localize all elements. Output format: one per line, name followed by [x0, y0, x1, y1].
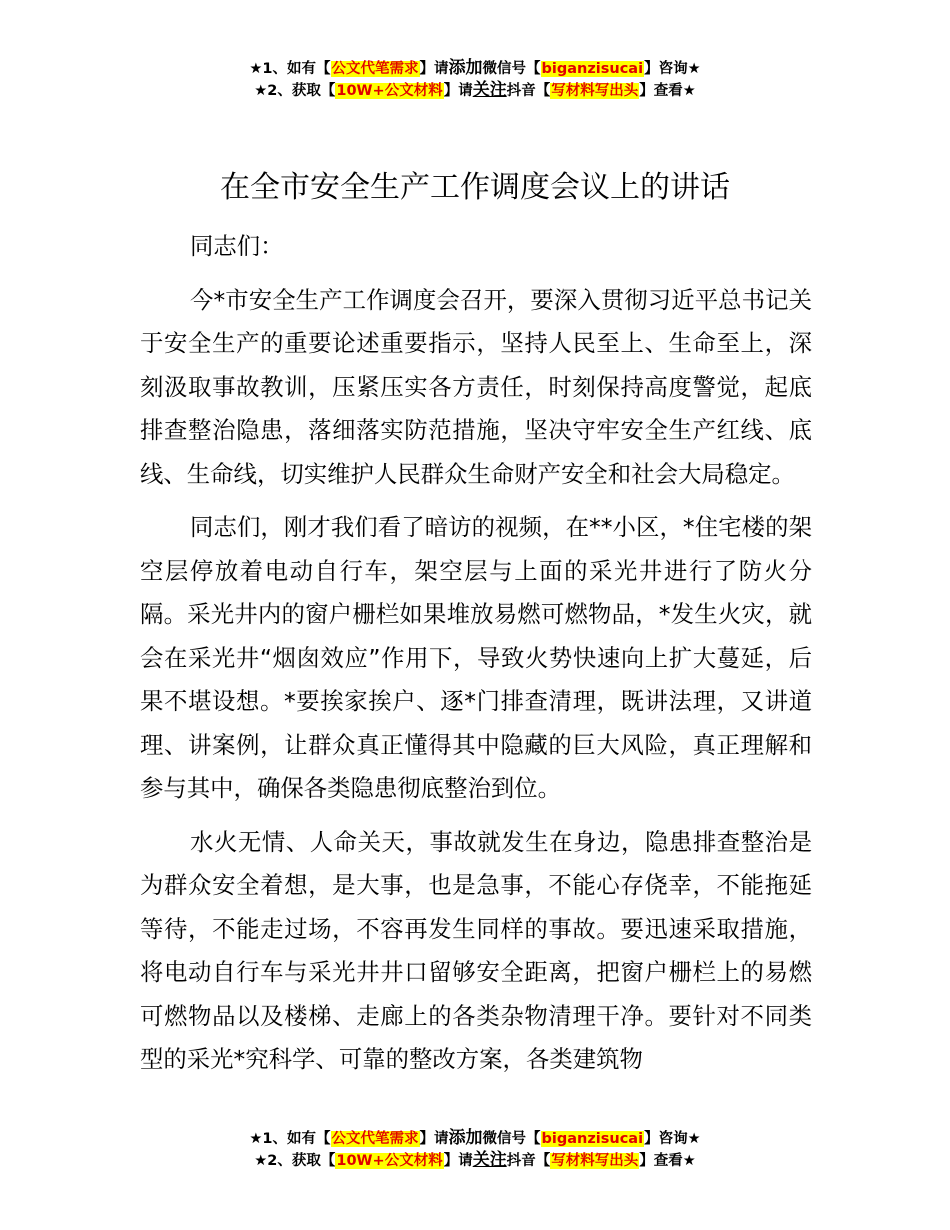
- banner-text: 抖音【: [506, 83, 551, 99]
- banner-text: 】请: [419, 1131, 449, 1147]
- banner-text: 】咨询★: [644, 1131, 701, 1147]
- banner-text: 】咨询★: [644, 61, 701, 77]
- footer-banner: [0, 1128, 950, 1172]
- banner-line-2: [0, 1150, 950, 1172]
- banner-line-2: [0, 80, 950, 102]
- highlight-materials: 10W+公文材料: [336, 83, 443, 99]
- banner-text: 】查看★: [639, 83, 696, 99]
- paragraph-2: 同志们，刚才我们看了暗访的视频，在**小区，*住宅楼的架空层停放着电动自行车，架空层与上面的采光井进行了防火分隔。采光井内的窗户栅栏如果堆放易燃可燃物品，*发生火灾，就会在采光井“烟囱效应”作用下，导致火势快速向上扩大蔓延，后果不堪设想。*要挨家挨户、逐*门排查清理，既讲法理，又讲道理、讲案例，让群众真正懂得其中隐藏的巨大风险，真正理解和参与其中，确保各类隐患彻底整治到位。: [140, 513, 812, 802]
- banner-line-1: [0, 58, 950, 80]
- banner-text: 】请: [443, 83, 473, 99]
- document-body: [140, 225, 812, 1092]
- banner-text: ★1、如有【: [249, 61, 331, 77]
- banner-emphasis: 关注: [472, 80, 507, 100]
- highlight-wechat-id: biganzisucai: [541, 1131, 644, 1147]
- document-title: 在全市安全生产工作调度会议上的讲话: [220, 170, 730, 205]
- highlight-douyin: 写材料写出头: [551, 1153, 639, 1169]
- banner-emphasis: 关注: [472, 1150, 507, 1170]
- banner-text: 】请: [443, 1153, 473, 1169]
- highlight-douyin: 写材料写出头: [551, 83, 639, 99]
- banner-emphasis: 添加: [448, 1128, 483, 1148]
- banner-text: ★2、获取【: [254, 83, 336, 99]
- header-banner: [0, 58, 950, 102]
- banner-line-1: [0, 1128, 950, 1150]
- paragraph-3: 水火无情、人命关天，事故就发生在身边，隐患排查整治是为群众安全着想，是大事，也是急事，不能心存侥幸，不能拖延等待，不能走过场，不容再发生同样的事故。要迅速采取措施，将电动自行车与采光井井口留够安全距离，把窗户栅栏上的易燃可燃物品以及楼梯、走廊上的各类杂物清理干净。要针对不同类型的采光*究科学、可靠的整改方案，各类建筑物: [140, 827, 812, 1073]
- banner-text: 】请: [419, 61, 449, 77]
- banner-text: ★2、获取【: [254, 1153, 336, 1169]
- banner-text: 】查看★: [639, 1153, 696, 1169]
- banner-text: 抖音【: [506, 1153, 551, 1169]
- banner-text: ★1、如有【: [249, 1131, 331, 1147]
- paragraph-1: 今*市安全生产工作调度会召开，要深入贯彻习近平总书记关于安全生产的重要论述重要指示，坚持人民至上、生命至上，深刻汲取事故教训，压紧压实各方责任，时刻保持高度警觉，起底排查整治隐患，落细落实防范措施，坚决守牢安全生产红线、底线、生命线，切实维护人民群众生命财产安全和社会大局稳定。: [140, 285, 812, 488]
- highlight-service: 公文代笔需求: [331, 1131, 419, 1147]
- highlight-materials: 10W+公文材料: [336, 1153, 443, 1169]
- highlight-service: 公文代笔需求: [331, 61, 419, 77]
- banner-emphasis: 添加: [448, 58, 483, 78]
- banner-text: 微信号【: [482, 1131, 541, 1147]
- banner-text: 微信号【: [482, 61, 541, 77]
- greeting: 同志们：: [190, 232, 284, 260]
- highlight-wechat-id: biganzisucai: [541, 61, 644, 77]
